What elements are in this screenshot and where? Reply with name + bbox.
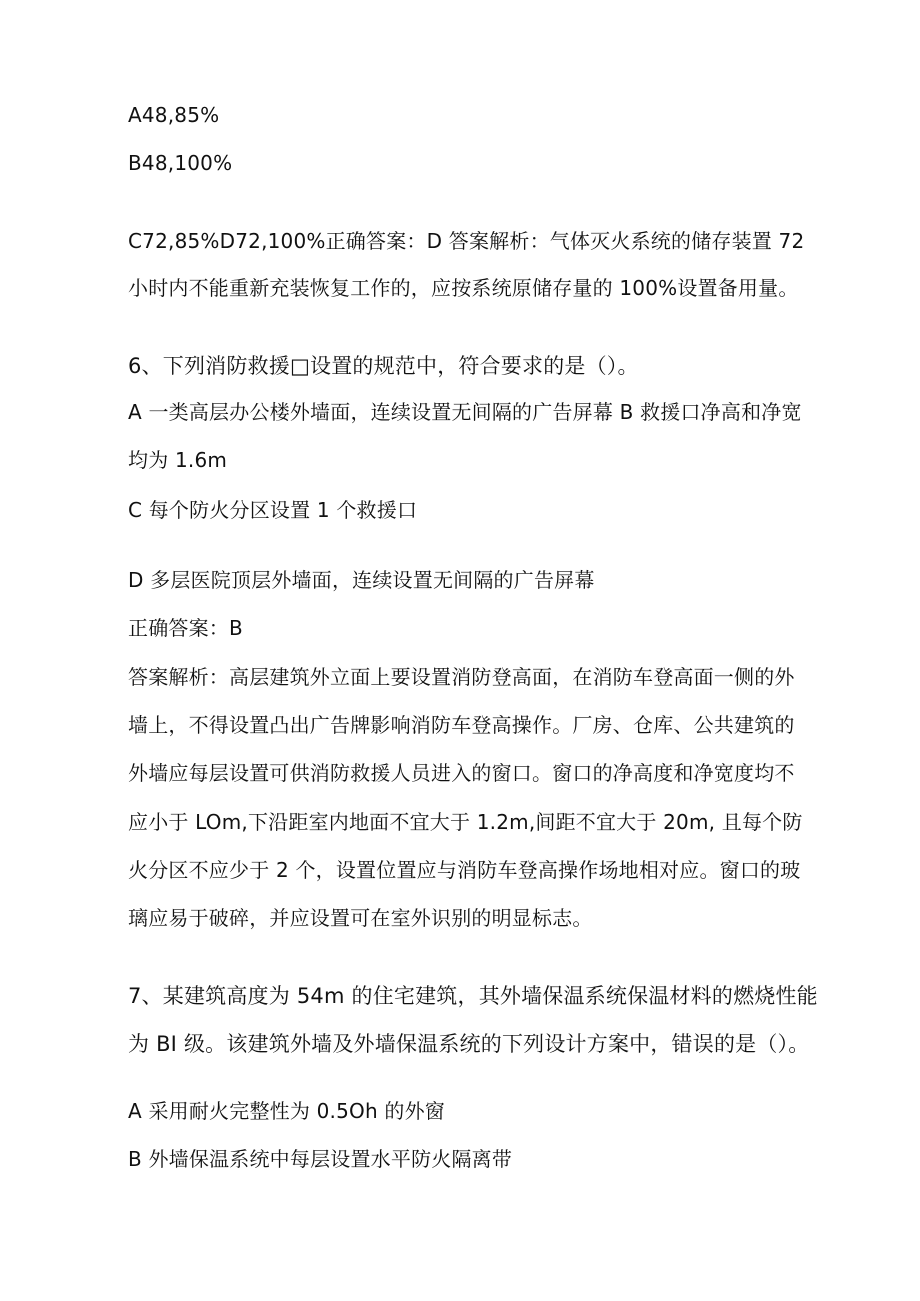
question-6-explanation-4: 应小于 LOm,下沿距室内地面不宜大于 1.2m,间距不宜大于 20m, 且每个防 [128, 810, 803, 834]
option-b-line: B48,100% [128, 151, 233, 175]
question-7-title-2: 为 BI 级。该建筑外墙及外墙保温系统的下列设计方案中，错误的是（）。 [128, 1032, 810, 1056]
question-7-option-a: A 采用耐火完整性为 0.5Oh 的外窗 [128, 1099, 445, 1123]
question-6-explanation-3: 外墙应每层设置可供消防救援人员进入的窗口。窗口的净高度和净宽度均不 [128, 761, 795, 785]
question-6-explanation-5: 火分区不应少于 2 个，设置位置应与消防车登高操作场地相对应。窗口的玻 [128, 858, 801, 882]
question-6-explanation-2: 墙上，不得设置凸出广告牌影响消防车登高操作。厂房、仓库、公共建筑的 [128, 713, 795, 737]
question-6-correct-answer: 正确答案：B [128, 616, 243, 640]
question-6-explanation-6: 璃应易于破碎，并应设置可在室外识别的明显标志。 [128, 906, 593, 930]
question-6-explanation-1: 答案解析：高层建筑外立面上要设置消防登高面，在消防车登高面一侧的外 [128, 665, 795, 689]
answer-line-1: C72,85%D72,100%正确答案：D 答案解析：气体灭火系统的储存装置 72 [128, 229, 805, 253]
question-6-option-c: C 每个防火分区设置 1 个救援口 [128, 498, 418, 522]
question-6-option-a: A 一类高层办公楼外墙面，连续设置无间隔的广告屏幕 B 救援口净高和净宽 [128, 400, 802, 424]
question-7-option-b: B 外墙保温系统中每层设置水平防火隔离带 [128, 1147, 513, 1171]
question-6-option-d: D 多层医院顶层外墙面，连续设置无间隔的广告屏幕 [128, 568, 595, 592]
question-6-title: 6、下列消防救援□设置的规范中，符合要求的是（）。 [128, 354, 639, 378]
answer-line-2: 小时内不能重新充装恢复工作的，应按系统原储存量的 100%设置备用量。 [128, 276, 799, 300]
question-7-title-1: 7、某建筑高度为 54m 的住宅建筑，其外墙保温系统保温材料的燃烧性能 [128, 984, 818, 1008]
question-6-option-a-cont: 均为 1.6m [128, 448, 228, 472]
option-a-line: A48,85% [128, 103, 220, 127]
